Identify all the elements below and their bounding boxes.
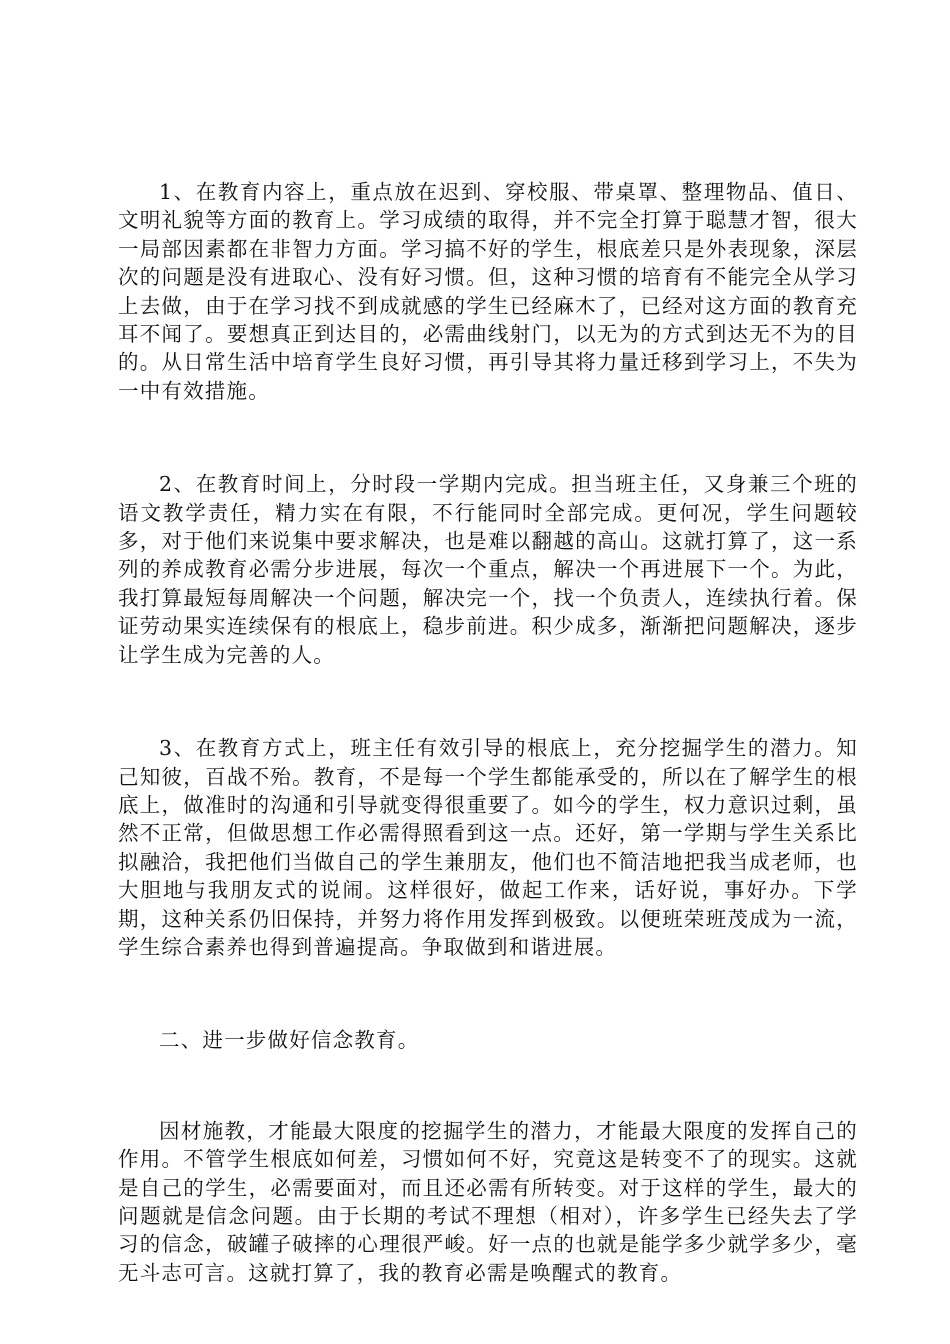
paragraph-education-method: 3、在教育方式上，班主任有效引导的根底上，充分挖掘学生的潜力。知己知彼，百战不殆。教育，不是每一个学生都能承受的，所以在了解学生的根底上，做准时的沟通和引导就变得很重要了。如今的学生，权力意识过剩，虽然不正常，但做思想工作必需得照看到这一点。还好，第一学期与学生关系比拟融洽，我把他们当做自己的学生兼朋友，他们也不简洁地把我当成老师，也大胆地与我朋友式的说闹。这样很好，做起工作来，话好说，事好办。下学期，这种关系仍旧保持，并努力将作用发挥到极致。以便班荣班茂成为一流，学生综合素养也得到普遍提高。争取做到和谐进展。 (118, 736, 858, 959)
paragraph-belief-education: 因材施教，才能最大限度的挖掘学生的潜力，才能最大限度的发挥自己的作用。不管学生根底如何差，习惯如何不好，究竟这是转变不了的现实。这就是自己的学生，必需要面对，而且还必需有所转变。对于这样的学生，最大的问题就是信念问题。由于长期的考试不理想（相对），许多学生已经失去了学习的信念，破罐子破摔的心理很严峻。好一点的也就是能学多少就学多少，毫无斗志可言。这就打算了，我的教育必需是唤醒式的教育。 (118, 1118, 858, 1285)
paragraph-content-focus: 1、在教育内容上，重点放在迟到、穿校服、带桌罩、整理物品、值日、文明礼貌等方面的教育上。学习成绩的取得，并不完全打算于聪慧才智，很大一局部因素都在非智力方面。学习搞不好的学生，根底差只是外表现象，深层次的问题是没有进取心、没有好习惯。但，这种习惯的培育有不能完全从学习上去做，由于在学习找不到成就感的学生已经麻木了，已经对这方面的教育充耳不闻了。要想真正到达目的，必需曲线射门，以无为的方式到达无不为的目的。从日常生活中培育学生良好习惯，再引导其将力量迁移到学习上，不失为一中有效措施。 (118, 180, 858, 403)
document-body (118, 178, 858, 1287)
paragraph-time-schedule: 2、在教育时间上，分时段一学期内完成。担当班主任，又身兼三个班的语文教学责任，精力实在有限，不行能同时全部完成。更何况，学生问题较多，对于他们来说集中要求解决，也是难以翻越的高山。这就打算了，这一系列的养成教育必需分步进展，每次一个重点，解决一个再进展下一个。为此，我打算最短每周解决一个问题，解决完一个，找一个负责人，连续执行着。保证劳动果实连续保有的根底上，稳步前进。积少成多，渐渐把问题解决，逐步让学生成为完善的人。 (118, 472, 858, 667)
section-heading-belief-education: 二、进一步做好信念教育。 (159, 1028, 420, 1053)
